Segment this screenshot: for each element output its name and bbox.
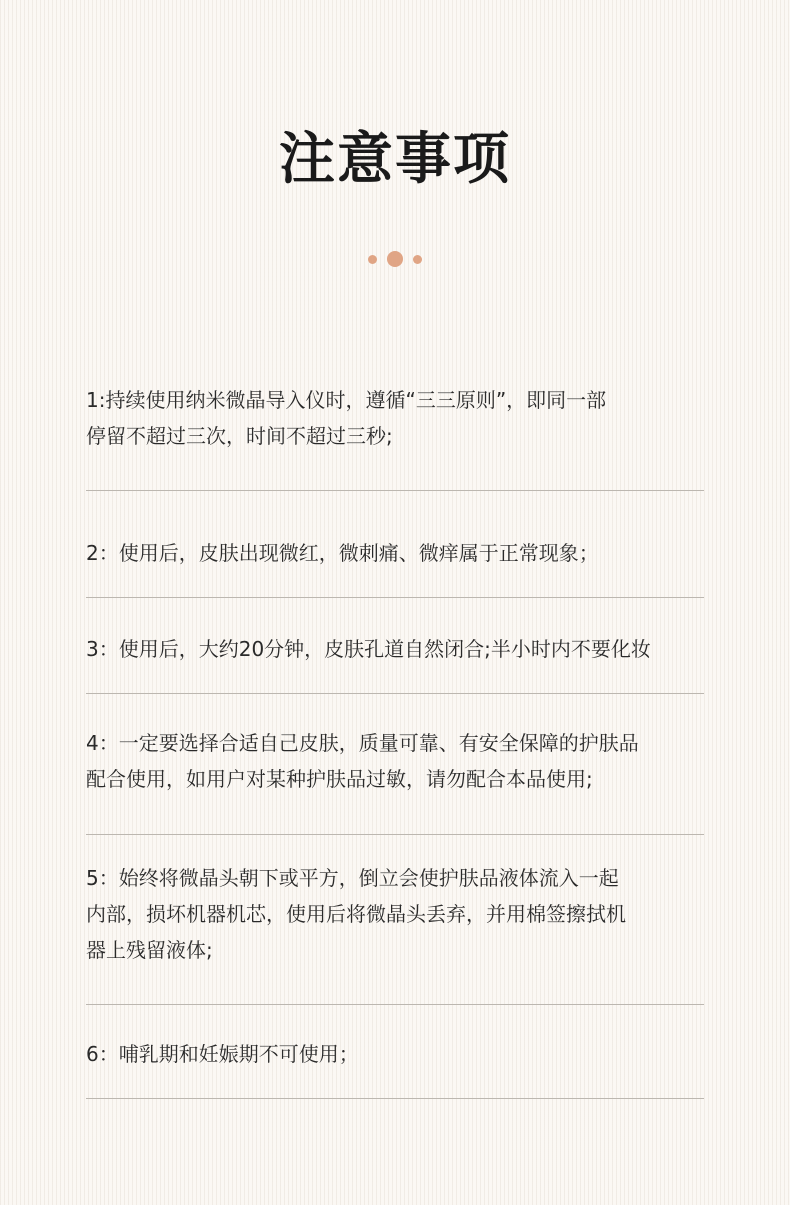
divider <box>86 834 704 835</box>
note-6 <box>86 1036 726 1072</box>
note-line: 配合使用，如用户对某种护肤品过敏，请勿配合本品使用; <box>86 767 593 791</box>
note-line: 6：哺乳期和妊娠期不可使用； <box>86 1042 359 1066</box>
note-5 <box>86 860 726 968</box>
note-line: 器上残留液体; <box>86 938 213 962</box>
note-3 <box>86 631 726 667</box>
note-line: 5：始终将微晶头朝下或平方，倒立会使护肤品液体流入一起 <box>86 866 619 890</box>
note-line: 1:持续使用纳米微晶导入仪时，遵循“三三原则”，即同一部 <box>86 388 607 412</box>
dot-icon <box>387 251 403 267</box>
note-line: 内部，损坏机器机芯，使用后将微晶头丢弃，并用棉签擦拭机 <box>86 902 626 926</box>
divider <box>86 490 704 491</box>
note-line: 停留不超过三次，时间不超过三秒; <box>86 424 393 448</box>
note-line: 3：使用后，大约20分钟，皮肤孔道自然闭合;半小时内不要化妆 <box>86 637 651 661</box>
note-line: 4：一定要选择合适自己皮肤，质量可靠、有安全保障的护肤品 <box>86 731 639 755</box>
note-4 <box>86 725 726 797</box>
divider <box>86 1098 704 1099</box>
note-line: 2：使用后，皮肤出现微红，微刺痛、微痒属于正常现象； <box>86 541 599 565</box>
dot-icon <box>368 255 377 264</box>
page-title: 注意事项 <box>279 127 511 192</box>
dot-icon <box>413 255 422 264</box>
divider <box>86 693 704 694</box>
divider <box>86 597 704 598</box>
note-2 <box>86 535 726 571</box>
decorative-dots <box>0 250 790 268</box>
note-1 <box>86 382 726 454</box>
divider <box>86 1004 704 1005</box>
